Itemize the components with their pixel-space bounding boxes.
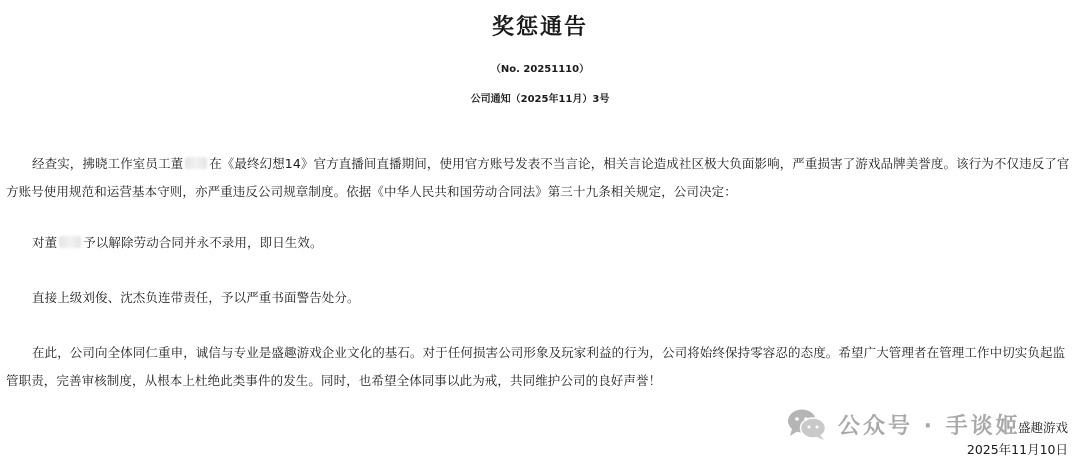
document-number: （No. 20251110） (490, 64, 590, 75)
redacted-name (59, 236, 81, 248)
watermark-text: 公众号 · 手谈姬 (838, 413, 1021, 439)
paragraph-closing: 在此，公司向全体同仁重申，诚信与专业是盛趣游戏企业文化的基石。对于任何损害公司形象及玩家利益的行为，公司将始终保持零容忍的态度。希望广大管理者在管理工作中切实负起监管职责，完善审核制度，从根本上杜绝此类事件的发生。同时，也希望全体同事以此为戒，共同维护公司的良好声誉！ (6, 345, 1066, 388)
paragraph-decision-rest: 予以解除劳动合同并永不录用，即日生效。 (83, 235, 323, 250)
notice-title: 奖惩通告 (491, 15, 588, 40)
paragraph-decision (6, 229, 1074, 257)
redacted-name (185, 157, 207, 169)
wechat-icon (786, 407, 828, 441)
issue-date: 2025年11月10日 (966, 442, 1068, 457)
paragraph-investigation (6, 150, 1074, 206)
paragraph-investigation-start: 经查实，拂晓工作室员工董 (32, 156, 184, 171)
paragraph-decision-start: 对董 (32, 235, 58, 250)
paragraph-investigation-rest: 在《最终幻想14》官方直播间直播期间，使用官方账号发表不当言论，相关言论造成社区极大负面影响，严重损害了游戏品牌美誉度。该行为不仅违反了官方账号使用规范和运营基本守则，亦严重违反公司规章制度。依据《中华人民共和国劳动合同法》第三十九条相关规定，公司决定： (6, 156, 1070, 199)
watermark (786, 404, 1021, 444)
paragraph-supervisor-penalty: 直接上级刘俊、沈杰负连带责任，予以严重书面警告处分。 (32, 290, 360, 305)
signer-company: 盛趣游戏 (1017, 420, 1068, 435)
notice-number: 公司通知（2025年11月）3号 (470, 94, 610, 105)
